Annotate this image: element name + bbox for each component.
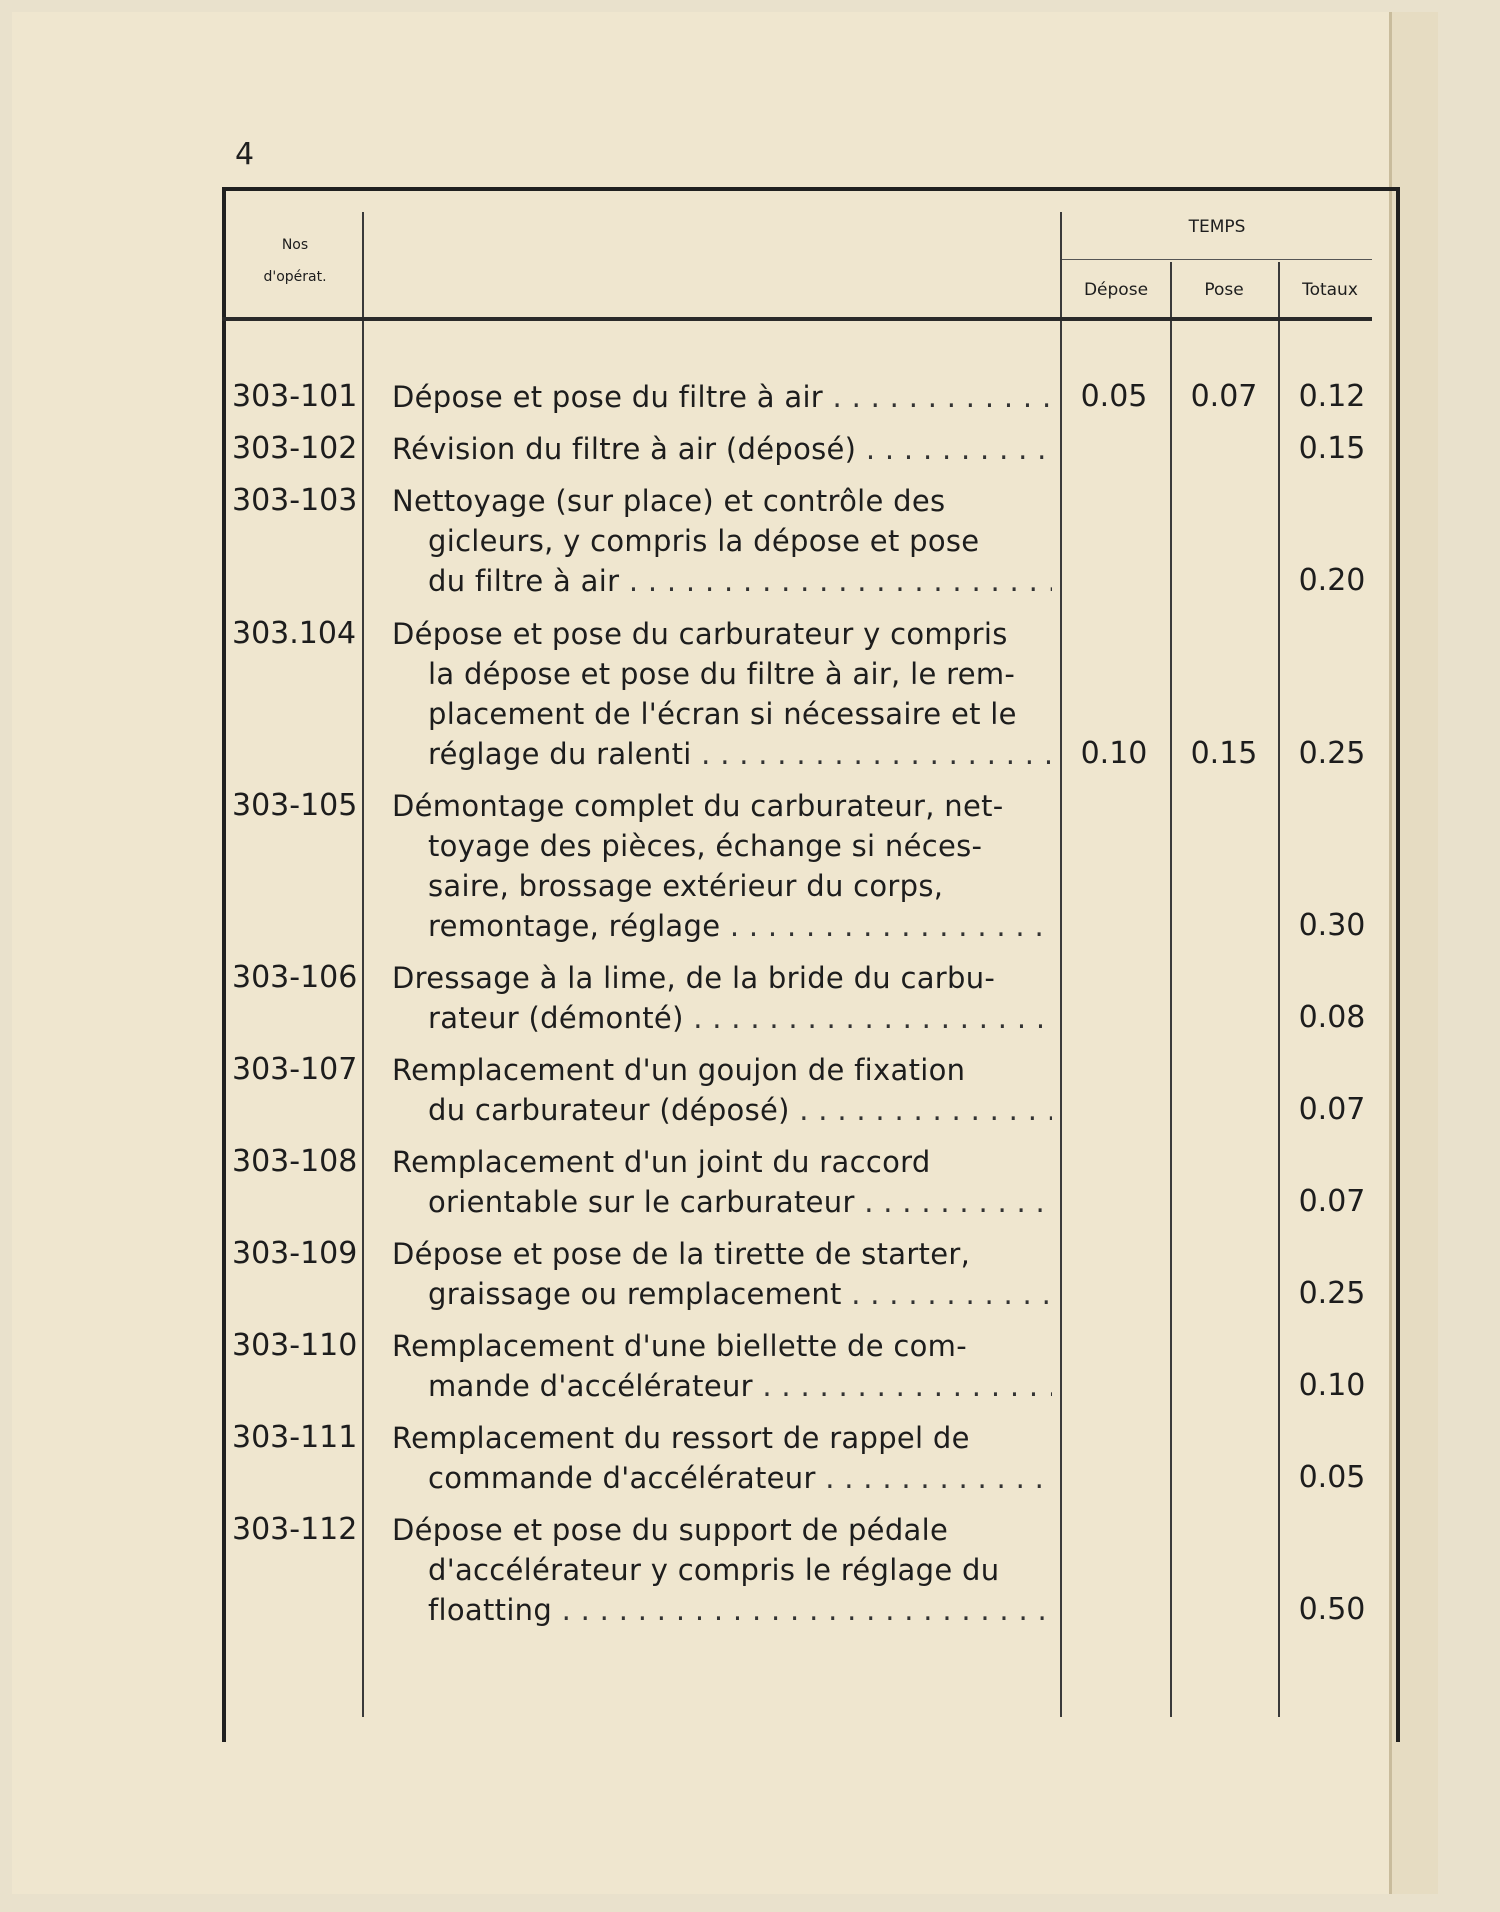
- total-time: 0.30: [1298, 908, 1366, 943]
- header-nos: Nos: [281, 237, 309, 253]
- total-time: 0.50: [1298, 1592, 1366, 1627]
- header-temps: TEMPS: [1188, 217, 1246, 237]
- header-operation-number: [240, 229, 350, 293]
- total-time: 0.05: [1298, 1460, 1366, 1495]
- operation-number: 303.104: [232, 616, 357, 651]
- description-line: Remplacement d'une biellette de com-: [392, 1329, 967, 1363]
- operation-number: 303-110: [232, 1328, 358, 1363]
- header-rule: [222, 317, 1372, 321]
- header-depose: Dépose: [1083, 280, 1149, 300]
- description-line: floatting . . .: [392, 1590, 1052, 1630]
- description-line: remontage, réglage . . .: [392, 906, 1052, 946]
- operation-description: [392, 481, 1052, 601]
- operation-description: [392, 1326, 1052, 1406]
- description-line: Nettoyage (sur place) et contrôle des: [392, 484, 946, 518]
- description-line: Dépose et pose du filtre à air . . .: [392, 377, 1052, 417]
- pose-time: 0.07: [1190, 379, 1258, 414]
- operations-table: [222, 187, 1402, 1742]
- operation-number: 303-108: [232, 1144, 358, 1179]
- column-divider-depose: [1170, 262, 1172, 1717]
- description-line: gicleurs, y compris la dépose et pose: [428, 524, 980, 558]
- description-line: Remplacement d'un goujon de fixation: [392, 1053, 966, 1087]
- header-pose: Pose: [1204, 280, 1244, 300]
- operation-number: 303-105: [232, 788, 358, 823]
- total-time: 0.15: [1298, 431, 1366, 466]
- description-line: Dépose et pose de la tirette de starter,: [392, 1237, 971, 1271]
- description-line: la dépose et pose du filtre à air, le rem-: [428, 657, 1016, 691]
- operation-description: [392, 1050, 1052, 1130]
- operation-description: [392, 1142, 1052, 1222]
- description-line: du carburateur (déposé) . . .: [392, 1090, 1052, 1130]
- header-operat: d'opérat.: [263, 269, 327, 285]
- description-line: orientable sur le carburateur . . .: [392, 1182, 1052, 1222]
- operation-number: 303-109: [232, 1236, 358, 1271]
- description-line: Révision du filtre à air (déposé) . . .: [392, 429, 1052, 469]
- description-line: graissage ou remplacement . . .: [392, 1274, 1052, 1314]
- description-line: Démontage complet du carburateur, net-: [392, 789, 1004, 823]
- description-line: rateur (démonté) . . .: [392, 998, 1052, 1038]
- table-right-rule: [1396, 187, 1400, 1742]
- description-line: Remplacement d'un joint du raccord: [392, 1145, 931, 1179]
- description-line: réglage du ralenti . . .: [392, 734, 1052, 774]
- temps-rule: [1062, 259, 1372, 260]
- total-time: 0.20: [1298, 563, 1366, 598]
- operation-number: 303-102: [232, 431, 358, 466]
- total-time: 0.08: [1298, 1000, 1366, 1035]
- description-line: du filtre à air . . .: [392, 561, 1052, 601]
- operation-number: 303-107: [232, 1052, 358, 1087]
- operation-number: 303-101: [232, 379, 358, 414]
- total-time: 0.07: [1298, 1184, 1366, 1219]
- description-line: mande d'accélérateur . . .: [392, 1366, 1052, 1406]
- description-line: d'accélérateur y compris le réglage du: [428, 1553, 1000, 1587]
- operation-description: [392, 377, 1052, 417]
- depose-time: 0.05: [1080, 379, 1148, 414]
- operation-number: 303-112: [232, 1512, 358, 1547]
- operation-description: [392, 1418, 1052, 1498]
- description-line: Dressage à la lime, de la bride du carbu-: [392, 961, 996, 995]
- header-totaux: Totaux: [1302, 280, 1358, 300]
- operation-description: [392, 429, 1052, 469]
- table-left-rule: [222, 187, 226, 1742]
- total-time: 0.12: [1298, 379, 1366, 414]
- description-line: placement de l'écran si nécessaire et le: [428, 697, 1017, 731]
- description-line: Remplacement du ressort de rappel de: [392, 1421, 970, 1455]
- total-time: 0.25: [1298, 1276, 1366, 1311]
- operation-description: [392, 614, 1052, 774]
- operation-description: [392, 958, 1052, 1038]
- total-time: 0.10: [1298, 1368, 1366, 1403]
- description-line: Dépose et pose du support de pédale: [392, 1513, 949, 1547]
- depose-time: 0.10: [1080, 736, 1148, 771]
- description-line: toyage des pièces, échange si néces-: [428, 829, 983, 863]
- description-line: commande d'accélérateur . . .: [392, 1458, 1052, 1498]
- pose-time: 0.15: [1190, 736, 1258, 771]
- column-divider-num: [362, 212, 364, 1717]
- operation-description: [392, 1234, 1052, 1314]
- table-top-rule: [222, 187, 1400, 191]
- column-divider-pose: [1278, 262, 1280, 1717]
- page-number: 4: [235, 137, 255, 172]
- document-page: [12, 12, 1438, 1894]
- operation-description: [392, 1510, 1052, 1630]
- description-line: Dépose et pose du carburateur y compris: [392, 617, 1008, 651]
- total-time: 0.25: [1298, 736, 1366, 771]
- operation-number: 303-106: [232, 960, 358, 995]
- operation-number: 303-103: [232, 483, 358, 518]
- column-divider-desc: [1060, 212, 1062, 1717]
- operation-number: 303-111: [232, 1420, 358, 1455]
- description-line: saire, brossage extérieur du corps,: [428, 869, 944, 903]
- total-time: 0.07: [1298, 1092, 1366, 1127]
- operation-description: [392, 786, 1052, 946]
